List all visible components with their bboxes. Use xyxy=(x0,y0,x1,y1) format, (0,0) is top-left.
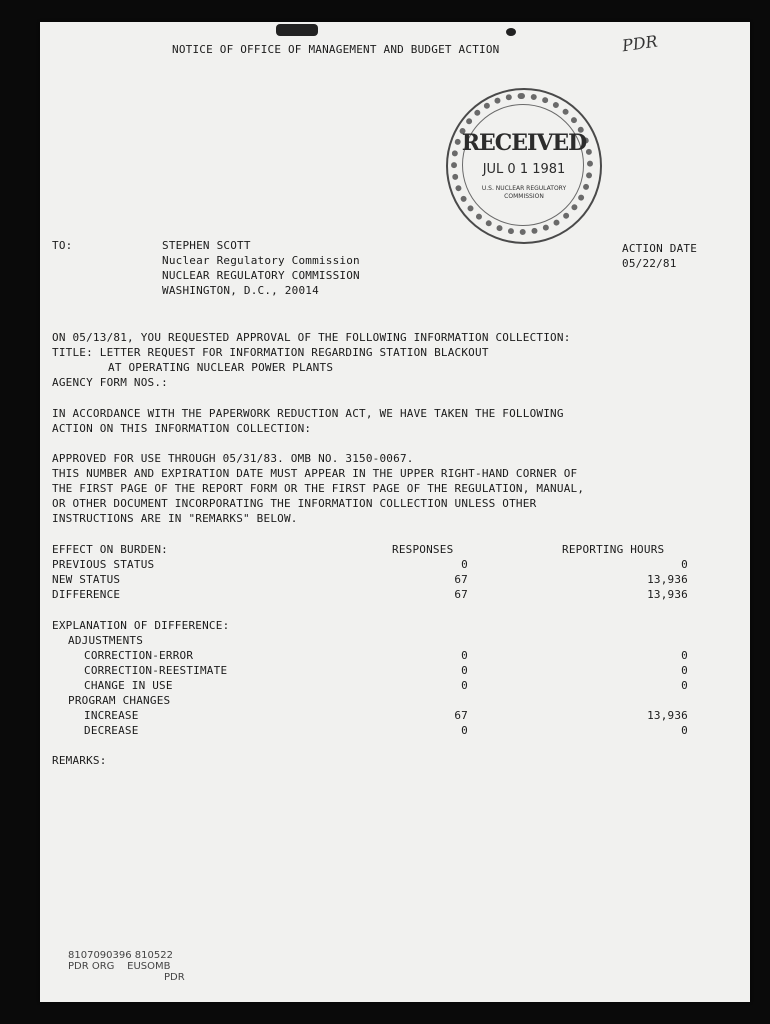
adjustment-row-responses: 0 xyxy=(461,679,468,692)
approval-line: INSTRUCTIONS ARE IN "REMARKS" BELOW. xyxy=(52,512,298,525)
handwritten-note: PDR xyxy=(620,31,659,56)
stamp-agency: U.S. NUCLEAR REGULATORY COMMISSION xyxy=(481,185,567,200)
request-title-cont: AT OPERATING NUCLEAR POWER PLANTS xyxy=(108,361,334,374)
remarks-label: REMARKS: xyxy=(52,754,107,767)
adjustment-row-label: CORRECTION-REESTIMATE xyxy=(84,664,228,677)
docnum-line: 8107090396 810522 xyxy=(68,950,173,961)
to-address: WASHINGTON, D.C., 20014 xyxy=(162,284,319,297)
program-changes-label: PROGRAM CHANGES xyxy=(68,694,171,707)
burden-row-label: NEW STATUS xyxy=(52,573,121,586)
docnum-line: PDR xyxy=(164,972,185,983)
adjustment-row-label: CORRECTION-ERROR xyxy=(84,649,194,662)
adjustment-row-responses: 0 xyxy=(461,664,468,677)
accordance-line: IN ACCORDANCE WITH THE PAPERWORK REDUCTION ACT, WE HAVE TAKEN THE FOLLOWING xyxy=(52,407,564,420)
to-name: STEPHEN SCOTT xyxy=(162,239,251,252)
to-org: Nuclear Regulatory Commission xyxy=(162,254,360,267)
burden-row-hours: 13,936 xyxy=(647,588,688,601)
burden-row-label: PREVIOUS STATUS xyxy=(52,558,155,571)
burden-row-hours: 13,936 xyxy=(647,573,688,586)
approval-line: APPROVED FOR USE THROUGH 05/31/83. OMB NO. 3150-0067. xyxy=(52,452,414,465)
approval-line: OR OTHER DOCUMENT INCORPORATING THE INFORMATION COLLECTION UNLESS OTHER xyxy=(52,497,537,510)
document-page xyxy=(40,22,750,1002)
stamp-title: RECEIVED xyxy=(461,130,587,156)
burden-row-responses: 0 xyxy=(461,558,468,571)
hours-header: REPORTING HOURS xyxy=(562,543,665,556)
explanation-header: EXPLANATION OF DIFFERENCE: xyxy=(52,619,230,632)
approval-line: THE FIRST PAGE OF THE REPORT FORM OR THE FIRST PAGE OF THE REGULATION, MANUAL, xyxy=(52,482,585,495)
burden-row-hours: 0 xyxy=(681,558,688,571)
docnum-line: PDR ORG EUSOMB xyxy=(68,961,171,972)
burden-row-responses: 67 xyxy=(454,588,468,601)
tape-blot xyxy=(506,28,516,36)
burden-label: EFFECT ON BURDEN: xyxy=(52,543,168,556)
accordance-line: ACTION ON THIS INFORMATION COLLECTION: xyxy=(52,422,312,435)
tape-blot xyxy=(276,24,318,36)
adjustment-row-hours: 0 xyxy=(681,649,688,662)
adjustment-row-hours: 0 xyxy=(681,679,688,692)
program-row-hours: 0 xyxy=(681,724,688,737)
approval-line: THIS NUMBER AND EXPIRATION DATE MUST APPEAR IN THE UPPER RIGHT-HAND CORNER OF xyxy=(52,467,578,480)
responses-header: RESPONSES xyxy=(392,543,454,556)
document-number xyxy=(68,950,185,983)
agency-form-nos: AGENCY FORM NOS.: xyxy=(52,376,168,389)
stamp-date: JUL 0 1 1981 xyxy=(482,162,566,177)
program-row-label: INCREASE xyxy=(84,709,139,722)
adjustment-row-responses: 0 xyxy=(461,649,468,662)
received-stamp xyxy=(446,88,602,244)
to-org-upper: NUCLEAR REGULATORY COMMISSION xyxy=(162,269,360,282)
adjustment-row-label: CHANGE IN USE xyxy=(84,679,173,692)
to-label: TO: xyxy=(52,239,73,252)
notice-title: NOTICE OF OFFICE OF MANAGEMENT AND BUDGET ACTION xyxy=(172,43,500,56)
action-date-label: ACTION DATE xyxy=(622,242,698,255)
request-title: TITLE: LETTER REQUEST FOR INFORMATION REGARDING STATION BLACKOUT xyxy=(52,346,489,359)
program-row-responses: 0 xyxy=(461,724,468,737)
program-row-label: DECREASE xyxy=(84,724,139,737)
program-row-responses: 67 xyxy=(454,709,468,722)
request-line: ON 05/13/81, YOU REQUESTED APPROVAL OF THE FOLLOWING INFORMATION COLLECTION: xyxy=(52,331,571,344)
adjustments-label: ADJUSTMENTS xyxy=(68,634,144,647)
program-row-hours: 13,936 xyxy=(647,709,688,722)
action-date-value: 05/22/81 xyxy=(622,257,677,270)
burden-row-label: DIFFERENCE xyxy=(52,588,121,601)
burden-row-responses: 67 xyxy=(454,573,468,586)
adjustment-row-hours: 0 xyxy=(681,664,688,677)
